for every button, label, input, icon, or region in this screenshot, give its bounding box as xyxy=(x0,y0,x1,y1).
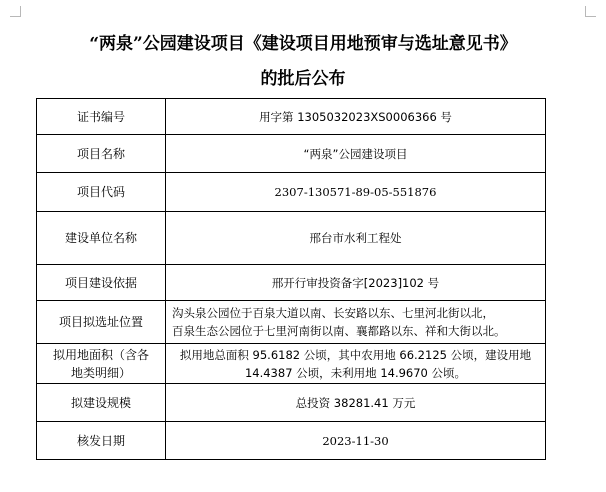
table-row-site-location xyxy=(37,301,546,344)
label-project-name: 项目名称 xyxy=(37,135,166,173)
document-title-line-1: “两泉”公园建设项目《建设项目用地预审与选址意见书》 xyxy=(89,34,517,54)
value-issue-date: 2023-11-30 xyxy=(166,422,546,460)
land-area-label-line-1: 拟用地面积（含各 xyxy=(52,347,149,362)
land-area-line-2: 14.4387 公顷，未利用地 14.9670 公顷。 xyxy=(244,365,467,380)
site-location-line-1: 沟头泉公园位于百泉大道以南、长安路以东、七里河北街以北， xyxy=(172,306,494,320)
table-row-construction-unit xyxy=(37,212,546,265)
site-location-line-2: 百泉生态公园位于七里河南街以南、襄都路以东、祥和大街以北。 xyxy=(172,324,506,338)
document-title-line-2: 的批后公布 xyxy=(260,69,346,89)
value-construction-unit: 邢台市水利工程处 xyxy=(166,212,546,265)
table-row-issue-date xyxy=(37,422,546,460)
table-row-construction-basis xyxy=(37,265,546,301)
table-row-certificate-number xyxy=(37,99,546,135)
label-project-code: 项目代码 xyxy=(37,173,166,212)
value-site-location xyxy=(166,301,546,344)
page-corner-mark-left xyxy=(10,6,21,17)
label-site-location: 项目拟选址位置 xyxy=(37,301,166,344)
table-row-construction-scale xyxy=(37,384,546,422)
table-row-project-code xyxy=(37,173,546,212)
value-project-name: “两泉”公园建设项目 xyxy=(166,135,546,173)
value-certificate-number: 用字第 1305032023XS0006366 号 xyxy=(166,99,546,135)
value-land-area xyxy=(166,344,546,384)
label-construction-unit: 建设单位名称 xyxy=(37,212,166,265)
label-issue-date: 核发日期 xyxy=(37,422,166,460)
table-row-project-name xyxy=(37,135,546,173)
value-construction-basis: 邢开行审投资备字[2023]102 号 xyxy=(166,265,546,301)
table-row-land-area xyxy=(37,344,546,384)
value-construction-scale: 总投资 38281.41 万元 xyxy=(166,384,546,422)
label-construction-scale: 拟建设规模 xyxy=(37,384,166,422)
label-construction-basis: 项目建设依据 xyxy=(37,265,166,301)
land-area-line-1: 拟用地总面积 95.6182 公顷，其中农用地 66.2125 公顷，建设用地 xyxy=(179,347,532,362)
page-corner-mark-right xyxy=(585,6,596,17)
label-land-area xyxy=(37,344,166,384)
label-certificate-number: 证书编号 xyxy=(37,99,166,135)
value-project-code: 2307-130571-89-05-551876 xyxy=(166,173,546,212)
approval-info-table xyxy=(36,98,546,460)
land-area-label-line-2: 地类明细） xyxy=(70,365,131,380)
